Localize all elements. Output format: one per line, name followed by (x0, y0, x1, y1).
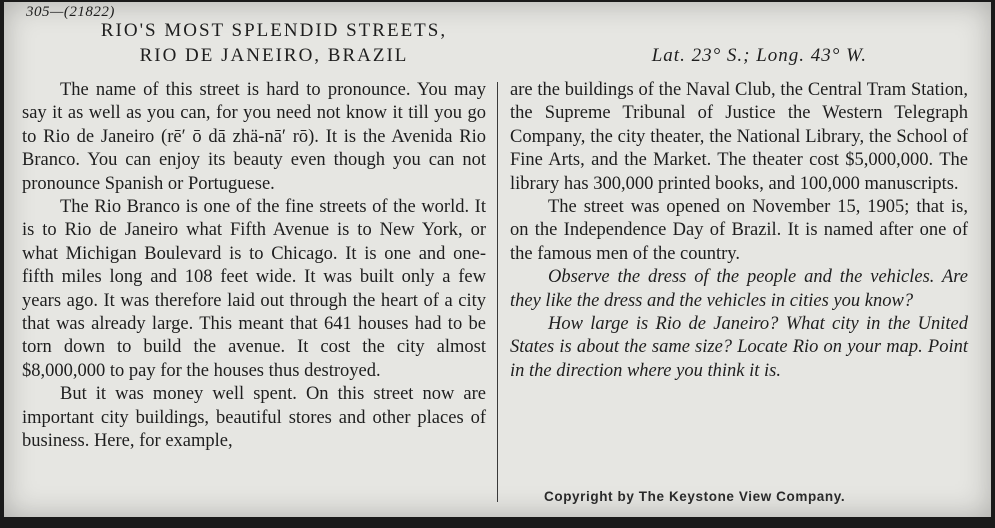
catalog-number: 305—(21822) (26, 4, 115, 20)
study-question: How large is Rio de Janeiro? What city in the United States is about the same size? Locate Rio on your map. Point in the direction where you think it is. (510, 314, 968, 381)
coordinates: Lat. 23° S.; Long. 43° W. (651, 45, 867, 66)
paragraph: The street was opened on November 15, 1905; that is, on the Independence Day of Brazil. It is named after one of the famous men of the country. (510, 197, 968, 264)
paragraph: But it was money well spent. On this street now are important city buildings, beautiful stores and other places of business. Here, for example, (22, 384, 486, 452)
card-title (4, 18, 544, 68)
title-line-1: RIO'S MOST SPLENDID STREETS, (100, 20, 448, 41)
title-line-2: RIO DE JANEIRO, BRAZIL (139, 45, 409, 66)
paragraph: The Rio Branco is one of the fine streets of the world. It is to Rio de Janeiro what Fifth Avenue is to New York, or what Michigan Boulevard is to Chicago. It is one and one-fifth miles long and 108 feet wide. It was built only a few years ago. It was therefore laid out through the heart of a city that was already large. This meant that 641 houses had to be torn down to build the avenue. It cost the city almost $8,000,000 to pay for the houses thus destroyed. (22, 197, 486, 381)
stereoview-card-back (4, 2, 991, 517)
copyright-notice: Copyright by The Keystone View Company. (544, 489, 846, 504)
paragraph: are the buildings of the Naval Club, the Central Tram Station, the Supreme Tribunal of Justice the Western Telegraph Company, the city theater, the National Library, the School of Fine Arts, and the Market. The theater cost $5,000,000. The library has 300,000 printed books, and 100,000 manuscripts. (510, 80, 968, 194)
column-divider (497, 82, 498, 502)
left-column (22, 79, 486, 454)
right-column (510, 79, 968, 383)
paragraph: The name of this street is hard to pronounce. You may say it as well as you can, for you need not know it till you go to Rio de Janeiro (rē′ ō dā zhä-nā′ rō). It is the Avenida Rio Branco. You can enjoy its beauty even though you can not pronounce Spanish or Portuguese. (22, 80, 486, 194)
study-question: Observe the dress of the people and the vehicles. Are they like the dress and the vehicles in cities you know? (510, 267, 968, 311)
